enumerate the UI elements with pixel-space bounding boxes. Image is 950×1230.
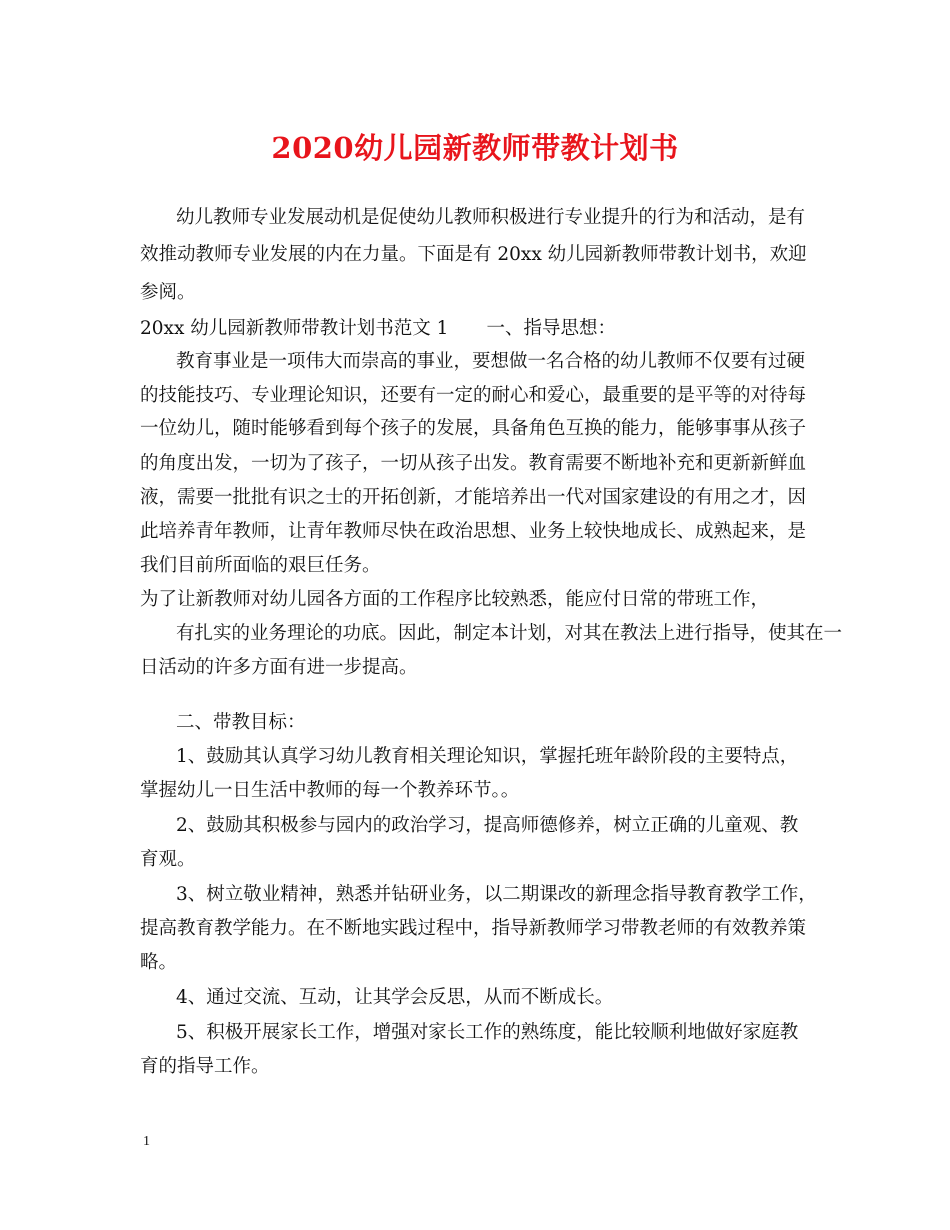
paragraph-line: 幼儿教师专业发展动机是促使幼儿教师积极进行专业提升的行为和活动，是有 [176,207,806,228]
paragraph-line: 有扎实的业务理论的功底。因此，制定本计划，对其在教法上进行指导，使其在一 [176,623,843,644]
paragraph-line: 参阅。 [140,282,196,303]
list-item-continuation: 提高教育教学能力。在不断地实践过程中，指导新教师学习带教老师的有效教养策 [140,918,807,939]
list-item: 3、树立敬业精神，熟悉并钻研业务，以二期课改的新理念指导教育教学工作， [176,884,817,905]
paragraph-line: 液，需要一批批有识之士的开拓创新，才能培养出一代对国家建设的有用之才，因 [140,487,807,508]
list-item: 1、鼓励其认真学习幼儿教育相关理论知识，掌握托班年龄阶段的主要特点， [176,746,799,767]
section-label: 20xx 幼儿园新教师带教计划书范文 1 [140,318,449,339]
page-number: 1 [143,1134,150,1149]
paragraph-line: 一位幼儿，随时能够看到每个孩子的发展，具备角色互换的能力，能够事事从孩子 [140,418,807,439]
list-item-continuation: 育观。 [140,849,196,870]
section-heading: 一、指导思想： [486,318,616,339]
section-heading: 二、带教目标： [176,712,306,733]
paragraph-line: 的角度出发，一切为了孩子，一切从孩子出发。教育需要不断地补充和更新新鲜血 [140,453,807,474]
paragraph-line: 我们目前所面临的艰巨任务。 [140,555,381,576]
list-item-continuation: 育的指导工作。 [140,1056,270,1077]
list-item: 4、通过交流、互动，让其学会反思，从而不断成长。 [176,987,614,1008]
paragraph-line: 的技能技巧、专业理论知识，还要有一定的耐心和爱心，最重要的是平等的对待每 [140,385,807,406]
heading-line [140,318,820,340]
paragraph-line: 教育事业是一项伟大而崇高的事业，要想做一名合格的幼儿教师不仅要有过硬 [176,351,806,372]
list-item-continuation: 掌握幼儿一日生活中教师的每一个教养环节。。 [140,780,520,801]
paragraph-line: 此培养青年教师，让青年教师尽快在政治思想、业务上较快地成长、成熟起来，是 [140,521,807,542]
list-item-continuation: 略。 [140,952,178,973]
document-title: 2020幼儿园新教师带教计划书 [271,131,679,165]
list-item: 2、鼓励其积极参与园内的政治学习，提高师德修养，树立正确的儿童观、教 [176,815,799,836]
list-item: 5、积极开展家长工作，增强对家长工作的熟练度，能比较顺利地做好家庭教 [176,1022,799,1043]
paragraph-line: 日活动的许多方面有进一步提高。 [140,657,418,678]
paragraph-line: 为了让新教师对幼儿园各方面的工作程序比较熟悉，能应付日常的带班工作， [140,589,770,610]
paragraph-line: 效推动教师专业发展的内在力量。下面是有 20xx 幼儿园新教师带教计划书，欢迎 [140,244,807,265]
